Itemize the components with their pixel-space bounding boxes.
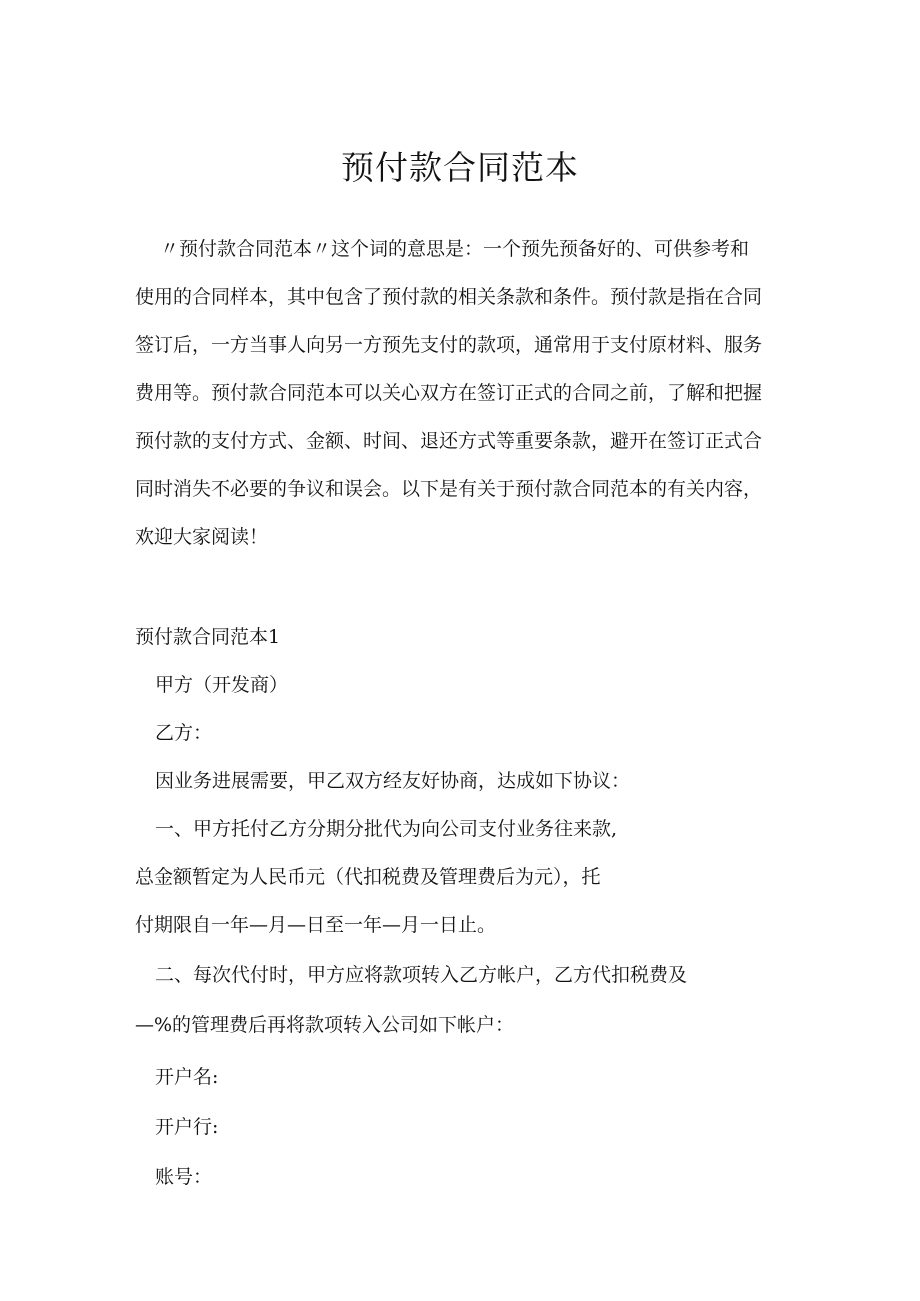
intro-line: 使用的合同样本，其中包含了预付款的相关条款和条件。预付款是指在合同: [135, 286, 763, 308]
clause-line: 二、每次代付时，甲方应将款项转入乙方帐户，乙方代扣税费及: [155, 964, 688, 986]
account-number-label: 账号：: [155, 1166, 213, 1188]
party-a-label: 甲方（开发商）: [155, 674, 289, 696]
intro-line: 欢迎大家阅读！: [135, 526, 269, 548]
account-bank-label: 开户行:: [155, 1116, 219, 1138]
intro-line: 〃预付款合同范本〃这个词的意思是：一个预先预备好的、可供参考和: [160, 238, 750, 260]
section-title: 预付款合同范本1: [135, 626, 281, 648]
party-b-label: 乙方：: [155, 722, 213, 744]
intro-line: 预付款的支付方式、金额、时间、退还方式等重要条款，避开在签订正式合: [135, 430, 763, 452]
clause-line: 付期限自一年—月—日至一年—月一日止。: [135, 914, 497, 936]
agreement-intro: 因业务进展需要，甲乙双方经友好协商，达成如下协议：: [155, 770, 631, 792]
document-title: 预付款合同范本: [341, 148, 579, 187]
intro-line: 同时消失不必要的争议和误会。以下是有关于预付款合同范本的有关内容，: [135, 478, 763, 500]
account-name-label: 开户名:: [155, 1066, 219, 1088]
intro-line: 签订后，一方当事人向另一方预先支付的款项，通常用于支付原材料、服务: [135, 334, 763, 356]
clause-line: 一、甲方托付乙方分期分批代为向公司支付业务往来款,: [155, 818, 618, 840]
clause-line: 总金额暂定为人民币元（代扣税费及管理费后为元），托: [135, 866, 601, 888]
intro-line: 费用等。预付款合同范本可以关心双方在签订正式的合同之前，了解和把握: [135, 382, 763, 404]
clause-line: —%的管理费后再将款项转入公司如下帐户：: [135, 1014, 515, 1036]
